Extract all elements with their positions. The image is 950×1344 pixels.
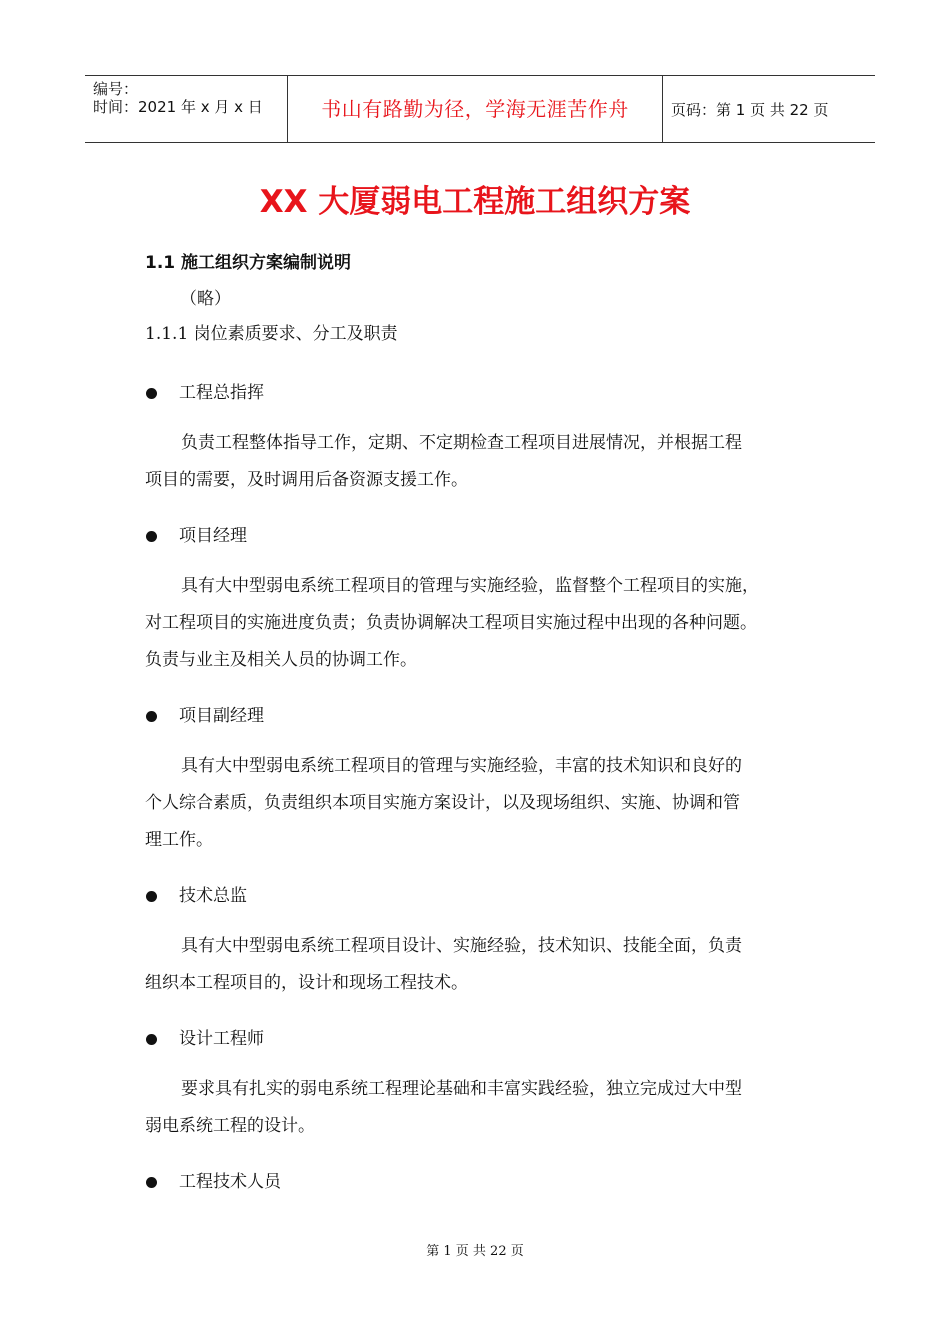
role-label: 工程总指挥 xyxy=(179,383,264,403)
document-title: XX 大厦弱电工程施工组织方案 xyxy=(259,184,691,220)
bullet-dot-icon xyxy=(146,711,157,722)
role-label: 项目副经理 xyxy=(179,706,264,726)
role-label: 项目经理 xyxy=(179,526,247,546)
page-header xyxy=(85,75,875,143)
page-info: 页码：第 1 页 共 22 页 xyxy=(671,101,829,119)
paragraph-line: 组织本工程项目的，设计和现场工程技术。 xyxy=(145,973,468,993)
paragraph-line: 理工作。 xyxy=(145,830,213,850)
role-label: 技术总监 xyxy=(179,886,247,906)
header-page-cell xyxy=(663,76,875,142)
role-label: 设计工程师 xyxy=(179,1029,264,1049)
page-footer: 第 1 页 共 22 页 xyxy=(426,1244,524,1259)
omitted-note: （略） xyxy=(180,289,231,309)
paragraph-line: 具有大中型弱电系统工程项目的管理与实施经验，监督整个工程项目的实施， xyxy=(181,576,759,596)
paragraph-line: 具有大中型弱电系统工程项目的管理与实施经验，丰富的技术知识和良好的 xyxy=(181,756,742,776)
header-meta-cell xyxy=(85,76,288,142)
paragraph-line: 个人综合素质，负责组织本项目实施方案设计，以及现场组织、实施、协调和管 xyxy=(145,793,740,813)
paragraph-line: 对工程项目的实施进度负责；负责协调解决工程项目实施过程中出现的各种问题。 xyxy=(145,613,757,633)
paragraph-line: 负责工程整体指导工作，定期、不定期检查工程项目进展情况，并根据工程 xyxy=(181,433,742,453)
document-number-label: 编号： xyxy=(93,80,139,98)
bullet-dot-icon xyxy=(146,388,157,399)
paragraph-line: 要求具有扎实的弱电系统工程理论基础和丰富实践经验，独立完成过大中型 xyxy=(181,1079,742,1099)
motto-text: 书山有路勤为径，学海无涯苦作舟 xyxy=(321,97,629,121)
role-label: 工程技术人员 xyxy=(179,1172,281,1192)
document-time-label: 时间：2021 年 x 月 x 日 xyxy=(93,98,263,116)
section-heading: 1.1 施工组织方案编制说明 xyxy=(145,253,352,273)
subsection-heading: 1.1.1 岗位素质要求、分工及职责 xyxy=(145,324,398,344)
header-motto-cell xyxy=(288,76,663,142)
paragraph-line: 项目的需要，及时调用后备资源支援工作。 xyxy=(145,470,468,490)
paragraph-line: 弱电系统工程的设计。 xyxy=(145,1116,315,1136)
bullet-dot-icon xyxy=(146,1177,157,1188)
bullet-dot-icon xyxy=(146,1034,157,1045)
bullet-dot-icon xyxy=(146,531,157,542)
bullet-dot-icon xyxy=(146,891,157,902)
paragraph-line: 负责与业主及相关人员的协调工作。 xyxy=(145,650,417,670)
paragraph-line: 具有大中型弱电系统工程项目设计、实施经验，技术知识、技能全面，负责 xyxy=(181,936,742,956)
